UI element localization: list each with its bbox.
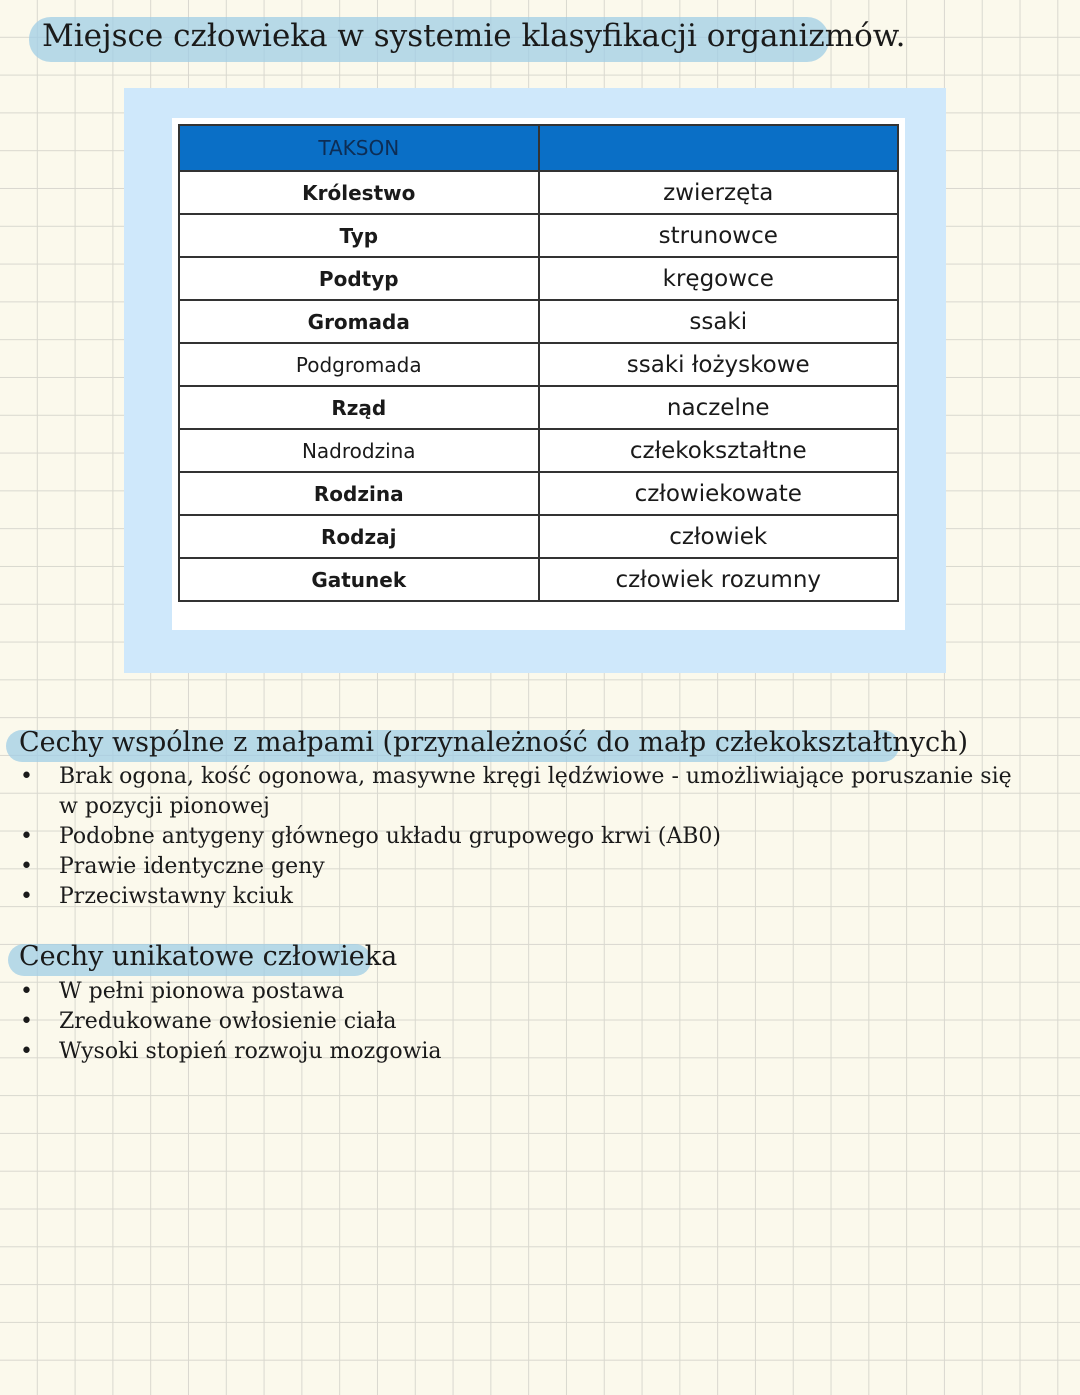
table-row [179,171,898,214]
list-item: • Przeciwstawny kciuk [20,882,1020,912]
taxonomy-table [178,124,899,602]
list-item: • Podobne antygeny głównego układu grupowego krwi (AB0) [20,822,1020,852]
taxon-cell: Królestwo [179,171,539,214]
taxon-cell: Rodzina [179,472,539,515]
list-item: • Wysoki stopień rozwoju mozgowia [20,1037,1020,1067]
value-cell: człowiek [539,515,899,558]
taxon-cell: Gatunek [179,558,539,601]
section2-heading: Cechy unikatowe człowieka [19,941,398,972]
table-row [179,515,898,558]
list-item: • Brak ogona, kość ogonowa, masywne kręgi lędźwiowe - umożliwiające poruszanie się w pozycji pionowej [20,762,1020,822]
value-cell: człekokształtne [539,429,899,472]
taxon-cell: Gromada [179,300,539,343]
taxon-cell: Nadrodzina [179,429,539,472]
value-cell: człowiek rozumny [539,558,899,601]
value-cell: ssaki łożyskowe [539,343,899,386]
value-cell: naczelne [539,386,899,429]
header-takson: TAKSON [179,125,539,171]
section2-list [20,977,1020,1067]
table-row [179,300,898,343]
section1-heading: Cechy wspólne z małpami (przynależność do małp człekokształtnych) [19,727,969,758]
table-row [179,257,898,300]
list-item: • W pełni pionowa postawa [20,977,1020,1007]
value-cell: strunowce [539,214,899,257]
taxon-cell: Podgromada [179,343,539,386]
list-item: • Prawie identyczne geny [20,852,1020,882]
taxon-cell: Typ [179,214,539,257]
table-row [179,429,898,472]
table-row [179,558,898,601]
table-row [179,386,898,429]
value-cell: ssaki [539,300,899,343]
value-cell: zwierzęta [539,171,899,214]
page-title: Miejsce człowieka w systemie klasyfikacji organizmów. [42,18,906,54]
header-value [539,125,899,171]
value-cell: kręgowce [539,257,899,300]
taxon-cell: Podtyp [179,257,539,300]
value-cell: człowiekowate [539,472,899,515]
table-row [179,343,898,386]
table-row [179,472,898,515]
table-row [179,214,898,257]
taxon-cell: Rodzaj [179,515,539,558]
list-item: • Zredukowane owłosienie ciała [20,1007,1020,1037]
taxon-cell: Rząd [179,386,539,429]
section1-list [20,762,1020,912]
